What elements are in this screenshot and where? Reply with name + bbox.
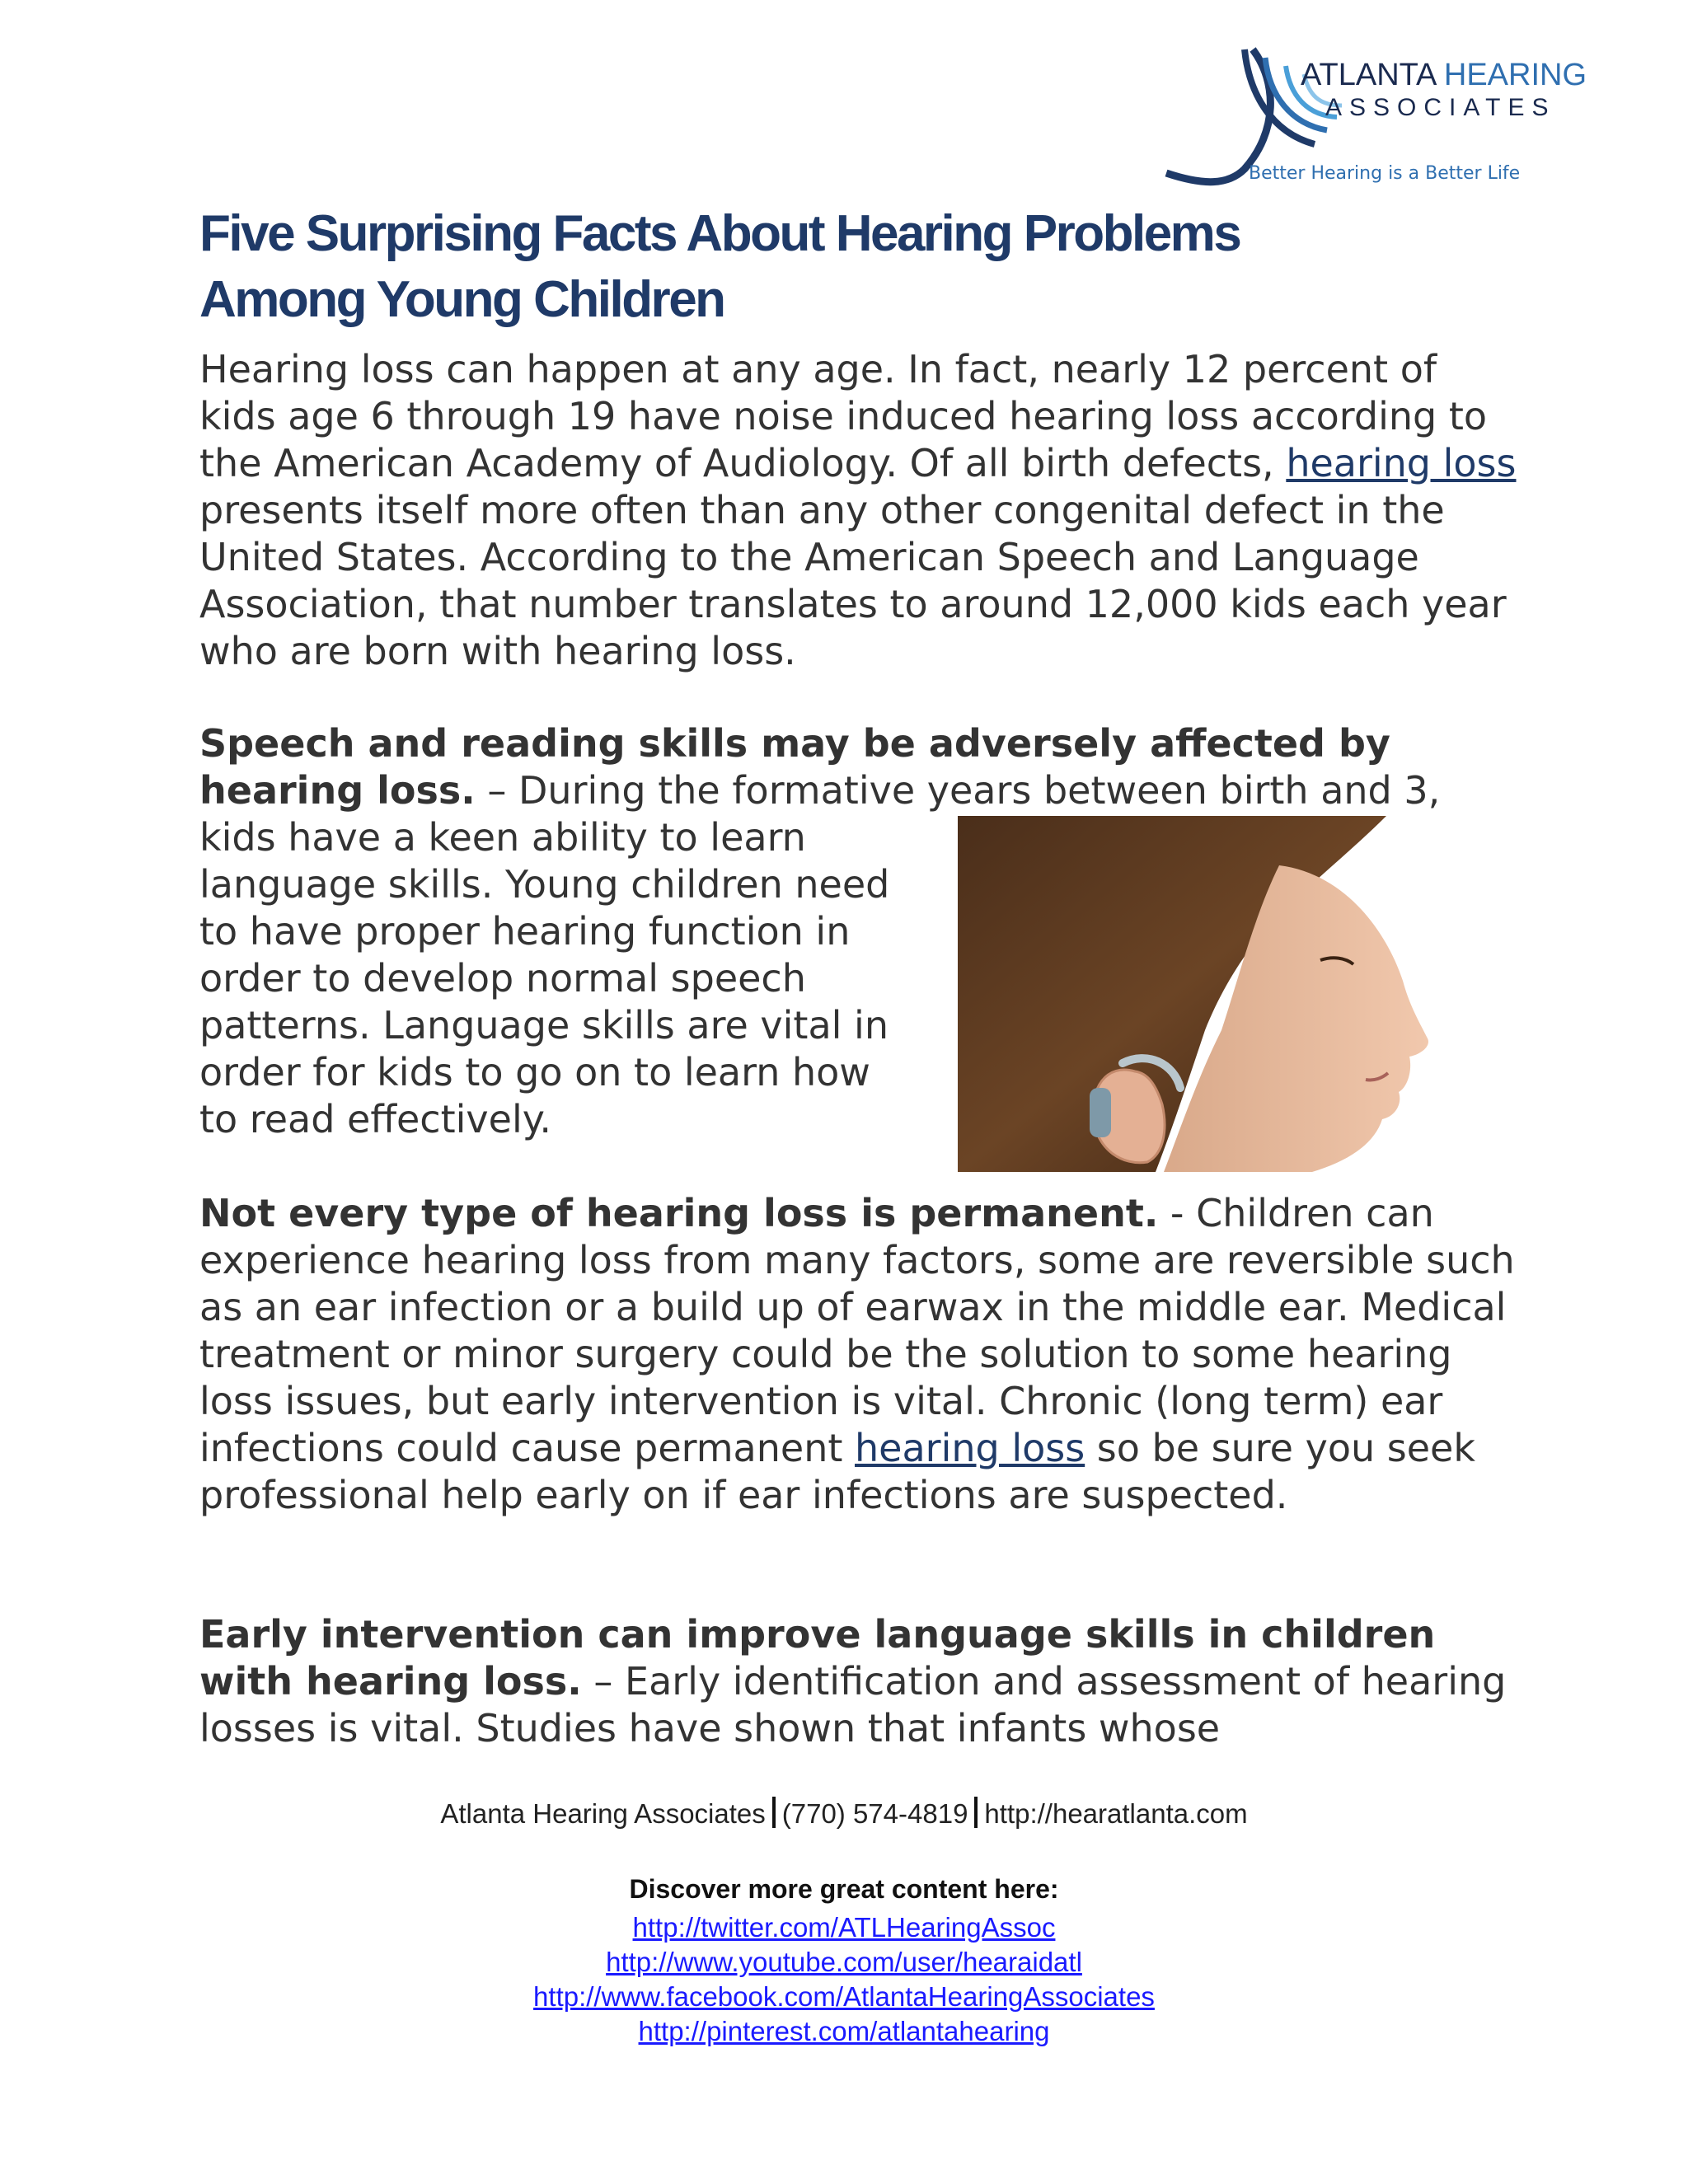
title-line-2: Among Young Children: [199, 271, 724, 328]
footer-company: Atlanta Hearing Associates: [440, 1798, 766, 1829]
twitter-link[interactable]: http://twitter.com/ATLHearingAssoc: [632, 1912, 1056, 1943]
logo-name: ATLANTA HEARING: [1301, 58, 1587, 92]
hearing-loss-link[interactable]: hearing loss: [1286, 441, 1517, 485]
footer-website[interactable]: http://hearatlanta.com: [984, 1798, 1248, 1829]
page-title: [199, 201, 1386, 333]
fact-1-line: to have proper hearing function in: [199, 909, 851, 954]
company-logo: [1154, 41, 1615, 198]
logo-tagline: Better Hearing is a Better Life: [1249, 163, 1521, 184]
fact-1-first-lines: Speech and reading skills may be adversely affected by hearing loss. – During the formative years between birth and 3,: [199, 721, 1441, 813]
footer-phone: (770) 574-4819: [781, 1798, 968, 1829]
intro-paragraph: Hearing loss can happen at any age. In fact, nearly 12 percent of kids age 6 through 19 have noise induced hearing loss according to the American Academy of Audiology. Of all birth defects, hearing loss presents itself more often than any other congenital defect in the United States. According to the American Speech and Language Association, that number translates to around 12,000 kids each year who are born with hearing loss.: [199, 347, 1517, 673]
fact-1-line: to read effectively.: [199, 1097, 552, 1141]
child-hearing-aid-photo: [958, 816, 1434, 1172]
fact-3-heading: Early intervention can improve language skills in children with hearing loss.: [199, 1612, 1436, 1704]
fact-1-line: kids have a keen ability to learn: [199, 815, 806, 860]
footer-contact: [0, 1797, 1688, 1830]
social-links: [0, 1910, 1688, 2049]
fact-not-permanent: Not every type of hearing loss is permanent. - Children can experience hearing loss from many factors, some are reversible such as an ear infection or a build up of earwax in the middle ear. Medical treatment or minor surgery could be the solution to some hearing loss issues, but early intervention is vital. Chronic (long term) ear infections could cause permanent hearing loss so be sure you seek professional help early on if ear infections are suspected.: [199, 1191, 1515, 1517]
fact-early-intervention: Early intervention can improve language skills in children with hearing loss. – Early identification and assessment of hearing losses is vital. Studies have shown that infants whose: [199, 1612, 1507, 1750]
facebook-link[interactable]: http://www.facebook.com/AtlantaHearingAssociates: [533, 1981, 1155, 2012]
fact-1-line: order to develop normal speech: [199, 956, 806, 1001]
youtube-link[interactable]: http://www.youtube.com/user/hearaidatl: [606, 1947, 1082, 1977]
separator: [772, 1797, 776, 1828]
logo-subtitle: ASSOCIATES: [1325, 94, 1556, 121]
fact-2-heading: Not every type of hearing loss is permanent.: [199, 1191, 1159, 1235]
hearing-loss-link[interactable]: hearing loss: [855, 1426, 1085, 1470]
pinterest-link[interactable]: http://pinterest.com/atlantahearing: [638, 2016, 1050, 2046]
title-line-1: Five Surprising Facts About Hearing Problems: [199, 205, 1240, 262]
fact-1-line: language skills. Young children need: [199, 862, 890, 907]
fact-1-line: patterns. Language skills are vital in: [199, 1003, 889, 1047]
separator: [974, 1797, 978, 1828]
discover-heading: Discover more great content here:: [629, 1874, 1059, 1904]
fact-1-heading: Speech and reading skills may be adversely affected by hearing loss.: [199, 721, 1390, 813]
fact-1-line: order for kids to go on to learn how: [199, 1050, 870, 1094]
